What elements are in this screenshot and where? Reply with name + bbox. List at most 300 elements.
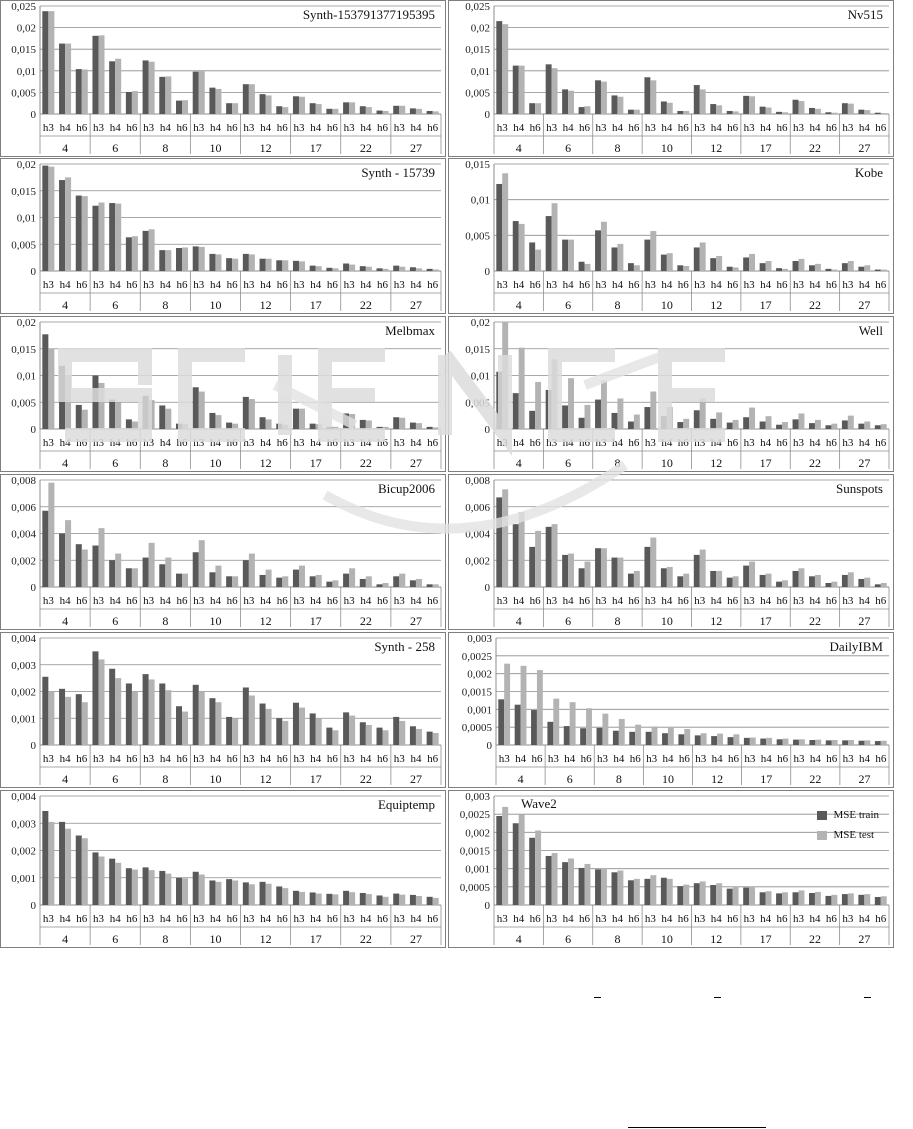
horizon-label: h6 (76, 437, 88, 449)
horizon-label: h6 (427, 437, 439, 449)
chart-panel (448, 158, 894, 314)
group-label: 27 (858, 298, 871, 312)
group-label: 22 (808, 456, 821, 470)
bar-train (825, 112, 831, 114)
bar-train (159, 683, 165, 745)
horizon-label: h3 (694, 913, 706, 925)
bar-test (249, 696, 255, 745)
bar-test (98, 35, 104, 114)
bar-test (716, 883, 722, 905)
horizon-label: h3 (393, 122, 405, 134)
bar-train (193, 72, 199, 114)
y-tick-label: 0 (30, 740, 36, 752)
bar-test (132, 236, 138, 271)
bar-test (535, 531, 541, 587)
horizon-label: h3 (842, 913, 854, 925)
legend-label-train: MSE train (833, 809, 879, 821)
horizon-label: h6 (776, 913, 788, 925)
bar-train (343, 891, 349, 905)
horizon-label: h6 (826, 753, 838, 765)
horizon-label: h6 (628, 122, 640, 134)
bar-test (537, 670, 543, 745)
bar-train (42, 166, 48, 271)
y-tick-label: 0 (30, 109, 36, 121)
horizon-label: h6 (176, 753, 188, 765)
horizon-label: h6 (875, 437, 887, 449)
bar-test (552, 524, 558, 587)
horizon-label: h4 (310, 595, 322, 607)
horizon-label: h4 (109, 753, 121, 765)
bar-train (628, 880, 634, 905)
bar-train (678, 734, 684, 745)
horizon-label: h3 (42, 753, 54, 765)
horizon-label: h4 (858, 595, 870, 607)
bar-train (825, 425, 831, 429)
y-tick-label: 0,0025 (461, 650, 492, 663)
group-label: 17 (759, 141, 772, 155)
horizon-label: h3 (393, 437, 405, 449)
group-label: 8 (615, 772, 622, 786)
bar-test (864, 740, 870, 745)
bar-test (700, 89, 706, 114)
horizon-label: h6 (176, 437, 188, 449)
horizon-label: h4 (360, 753, 372, 765)
horizon-label: h6 (531, 753, 543, 765)
horizon-label: h6 (825, 595, 837, 607)
horizon-label: h3 (842, 753, 854, 765)
group-label: 22 (359, 932, 372, 946)
group-label: 12 (710, 456, 723, 470)
bar-train (809, 740, 815, 745)
bar-train (243, 882, 249, 905)
bar-test (601, 82, 607, 114)
horizon-label: h6 (579, 122, 591, 134)
bar-test (399, 574, 405, 587)
horizon-label: h3 (343, 595, 355, 607)
bar-test (667, 567, 673, 587)
bar-test (48, 167, 54, 271)
group-label: 12 (711, 772, 724, 786)
bar-train (644, 240, 650, 271)
footnote-mark (864, 997, 871, 998)
bar-train (276, 424, 282, 429)
horizon-label: h6 (825, 913, 837, 925)
bar-test (215, 702, 221, 745)
bar-test (299, 892, 305, 905)
y-tick-label: 0,02 (470, 317, 490, 329)
horizon-label: h6 (677, 437, 689, 449)
bar-test (132, 568, 138, 587)
bar-train (310, 424, 316, 429)
group-label: 6 (565, 456, 572, 470)
chart-panel (448, 790, 894, 948)
horizon-label: h3 (143, 913, 155, 925)
horizon-label: h6 (677, 122, 689, 134)
group-label: 4 (62, 932, 69, 946)
chart-panel (0, 0, 446, 157)
horizon-label: h4 (710, 595, 722, 607)
bar-train (612, 95, 618, 114)
bar-test (601, 868, 607, 905)
bar-train (710, 258, 716, 271)
horizon-label: h3 (792, 913, 804, 925)
bar-test (798, 890, 804, 905)
horizon-label: h3 (193, 122, 205, 134)
bar-test (433, 584, 439, 587)
horizon-label: h3 (793, 753, 805, 765)
chart-title: Synth-153791377195395 (302, 7, 435, 22)
bar-test (115, 554, 121, 587)
bar-test (282, 107, 288, 114)
horizon-label: h4 (109, 913, 121, 925)
bar-train (743, 566, 749, 587)
bar-test (568, 554, 574, 587)
horizon-label: h4 (858, 437, 870, 449)
bar-train (644, 879, 650, 905)
bar-train (176, 706, 182, 745)
horizon-label: h3 (193, 595, 205, 607)
bar-train (159, 405, 165, 429)
y-tick-label: 0,0015 (459, 845, 490, 858)
bar-test (585, 264, 591, 271)
bar-train (109, 203, 115, 271)
horizon-label: h3 (243, 753, 255, 765)
bar-train (226, 879, 232, 905)
horizon-label: h3 (595, 595, 607, 607)
chart-title: Sunspots (836, 481, 883, 496)
horizon-label: h4 (159, 279, 171, 291)
horizon-label: h3 (792, 279, 804, 291)
bar-train (410, 108, 416, 114)
bar-train (126, 237, 132, 271)
bar-train (612, 872, 618, 905)
horizon-label: h6 (776, 437, 788, 449)
horizon-label: h6 (176, 913, 188, 925)
bar-test (399, 267, 405, 271)
legend-swatch-train (817, 811, 827, 820)
horizon-label: h3 (842, 279, 854, 291)
bar-test (864, 265, 870, 271)
bar-test (65, 44, 71, 114)
horizon-label: h6 (579, 279, 591, 291)
horizon-label: h4 (109, 595, 121, 607)
horizon-label: h3 (842, 437, 854, 449)
horizon-label: h6 (529, 279, 541, 291)
bar-test (416, 109, 422, 114)
horizon-label: h4 (209, 279, 221, 291)
group-label: 10 (209, 141, 222, 155)
horizon-label: h3 (743, 595, 755, 607)
y-tick-label: 0,025 (465, 1, 490, 13)
bar-train (176, 101, 182, 114)
bar-test (881, 583, 887, 587)
bar-test (535, 382, 541, 429)
horizon-label: h4 (809, 437, 821, 449)
bar-train (628, 263, 634, 271)
bar-test (115, 59, 121, 114)
bar-train (809, 423, 815, 429)
bar-train (842, 103, 848, 114)
bar-test (82, 838, 88, 905)
bar-test (749, 254, 755, 271)
y-tick-label: 0,01 (470, 65, 490, 78)
horizon-label: h6 (529, 595, 541, 607)
bar-train (377, 584, 383, 587)
bar-train (564, 726, 570, 745)
bar-train (744, 738, 750, 745)
horizon-label: h6 (76, 122, 88, 134)
chart-title: Kobe (854, 165, 883, 180)
horizon-label: h3 (546, 913, 558, 925)
bar-train (226, 103, 232, 114)
chart-panel (0, 158, 446, 314)
group-label: 22 (809, 772, 822, 786)
bar-train (360, 106, 366, 114)
bar-train (243, 397, 249, 429)
bar-train (343, 712, 349, 745)
group-label: 22 (359, 456, 372, 470)
group-label: 27 (409, 772, 422, 786)
y-tick-label: 0 (486, 740, 492, 752)
bar-train (760, 263, 766, 271)
horizon-label: h3 (143, 595, 155, 607)
bar-train (546, 64, 552, 114)
y-tick-label: 0 (484, 900, 490, 912)
bar-test (349, 102, 355, 114)
bar-test (416, 896, 422, 905)
bar-test (215, 882, 221, 905)
bar-train (597, 728, 603, 745)
bar-test (182, 100, 188, 114)
y-tick-label: 0,015 (465, 44, 490, 57)
horizon-label: h6 (226, 753, 238, 765)
bar-test (299, 261, 305, 271)
horizon-label: h3 (744, 753, 756, 765)
horizon-label: h4 (260, 437, 272, 449)
bar-train (595, 548, 601, 587)
bar-train (743, 96, 749, 114)
horizon-label: h6 (126, 279, 138, 291)
bar-test (65, 697, 71, 745)
bar-train (260, 882, 266, 905)
group-label: 10 (660, 298, 673, 312)
bar-train (126, 868, 132, 905)
bar-test (519, 348, 525, 429)
bar-train (776, 893, 782, 905)
bar-test (521, 666, 527, 745)
horizon-label: h4 (515, 753, 527, 765)
horizon-label: h4 (310, 279, 322, 291)
horizon-label: h3 (393, 279, 405, 291)
horizon-label: h6 (377, 753, 389, 765)
bar-test (650, 392, 656, 429)
y-tick-label: 0,005 (465, 397, 490, 410)
bar-test (700, 550, 706, 587)
chart-title: Well (858, 323, 883, 338)
bar-test (332, 109, 338, 114)
bar-train (628, 422, 634, 429)
group-label: 22 (359, 772, 372, 786)
bar-test (249, 399, 255, 429)
bar-test (115, 863, 121, 905)
bar-train (842, 575, 848, 587)
horizon-label: h6 (226, 122, 238, 134)
bar-train (677, 111, 683, 114)
bar-test (82, 550, 88, 587)
bar-test (132, 422, 138, 429)
y-tick-label: 0,01 (16, 370, 36, 383)
horizon-label: h3 (743, 913, 755, 925)
bar-test (815, 740, 821, 745)
bar-train (776, 112, 782, 114)
bar-train (513, 66, 519, 114)
bar-test (701, 733, 707, 745)
group-label: 12 (259, 614, 272, 628)
horizon-label: h3 (694, 279, 706, 291)
bar-test (585, 864, 591, 905)
bar-test (115, 402, 121, 429)
bar-test (182, 424, 188, 429)
legend-swatch-test (817, 831, 827, 840)
bar-train (159, 250, 165, 271)
horizon-label: h3 (496, 595, 508, 607)
bar-test (700, 399, 706, 429)
y-tick-label: 0,015 (465, 343, 490, 356)
bar-train (727, 423, 733, 429)
horizon-label: h6 (776, 279, 788, 291)
group-label: 17 (309, 772, 322, 786)
bar-train (546, 527, 552, 587)
bar-train (109, 669, 115, 745)
bar-test (568, 91, 574, 114)
horizon-label: h3 (792, 595, 804, 607)
bar-train (209, 254, 215, 271)
group-label: 12 (259, 772, 272, 786)
horizon-label: h3 (546, 595, 558, 607)
bar-test (716, 412, 722, 429)
horizon-label: h3 (243, 279, 255, 291)
horizon-label: h4 (809, 753, 821, 765)
horizon-label: h6 (176, 279, 188, 291)
bar-test (383, 897, 389, 905)
horizon-label: h3 (92, 279, 104, 291)
bar-train (826, 740, 832, 745)
bar-train (513, 524, 519, 587)
horizon-label: h6 (628, 437, 640, 449)
bar-train (260, 259, 266, 271)
horizon-label: h4 (562, 437, 574, 449)
bar-test (416, 729, 422, 745)
horizon-label: h4 (410, 913, 422, 925)
horizon-label: h3 (596, 753, 608, 765)
bar-test (48, 483, 54, 587)
bar-test (717, 734, 723, 745)
bar-train (76, 69, 82, 114)
bar-train (546, 390, 552, 429)
y-tick-label: 0,004 (11, 528, 36, 541)
horizon-label: h4 (260, 595, 272, 607)
y-tick-label: 0,015 (11, 343, 36, 356)
bar-test (815, 892, 821, 905)
bar-test (433, 733, 439, 745)
bar-train (243, 84, 249, 114)
horizon-label: h3 (496, 279, 508, 291)
chart-panel (0, 474, 446, 630)
bar-test (782, 580, 788, 587)
bar-train (562, 240, 568, 271)
group-label: 4 (515, 932, 522, 946)
bar-test (634, 879, 640, 905)
horizon-label: h6 (529, 122, 541, 134)
bar-test (570, 702, 576, 745)
bar-test (586, 708, 592, 745)
group-label: 8 (162, 772, 169, 786)
horizon-label: h6 (777, 753, 789, 765)
chart-title: Synth - 258 (374, 639, 435, 654)
bar-train (546, 216, 552, 271)
bar-test (881, 741, 887, 745)
horizon-label: h4 (611, 437, 623, 449)
bar-test (332, 894, 338, 905)
bar-test (165, 874, 171, 905)
bar-test (601, 548, 607, 587)
y-tick-label: 0,002 (11, 555, 36, 568)
horizon-label: h3 (695, 753, 707, 765)
horizon-label: h6 (226, 913, 238, 925)
bar-test (519, 814, 525, 905)
group-label: 4 (62, 456, 69, 470)
y-tick-label: 0,003 (465, 791, 490, 803)
footnote-mark (594, 997, 601, 998)
bar-train (793, 419, 799, 429)
bar-train (644, 407, 650, 429)
y-tick-label: 0,004 (465, 528, 490, 541)
bar-chart (1, 791, 447, 949)
bar-test (848, 104, 854, 114)
bar-test (749, 408, 755, 429)
horizon-label: h4 (360, 913, 372, 925)
horizon-label: h3 (42, 437, 54, 449)
horizon-label: h6 (326, 122, 338, 134)
bar-test (601, 380, 607, 429)
group-label: 8 (162, 456, 169, 470)
horizon-label: h4 (513, 122, 525, 134)
bar-train (276, 578, 282, 587)
horizon-label: h4 (360, 437, 372, 449)
bar-train (243, 254, 249, 271)
bar-train (293, 703, 299, 745)
horizon-label: h4 (360, 595, 372, 607)
bar-test (299, 409, 305, 429)
bar-train (143, 396, 149, 429)
bar-test (535, 103, 541, 114)
bar-test (535, 831, 541, 905)
bar-train (393, 894, 399, 905)
bar-test (635, 725, 641, 745)
group-label: 27 (409, 614, 422, 628)
horizon-label: h6 (76, 913, 88, 925)
bar-test (733, 111, 739, 114)
bar-test (266, 419, 272, 429)
group-label: 27 (409, 298, 422, 312)
bar-test (349, 265, 355, 271)
horizon-label: h4 (360, 279, 372, 291)
bar-test (864, 894, 870, 905)
bar-test (502, 322, 508, 429)
bar-train (92, 852, 98, 905)
horizon-label: h6 (126, 437, 138, 449)
group-label: 12 (259, 298, 272, 312)
